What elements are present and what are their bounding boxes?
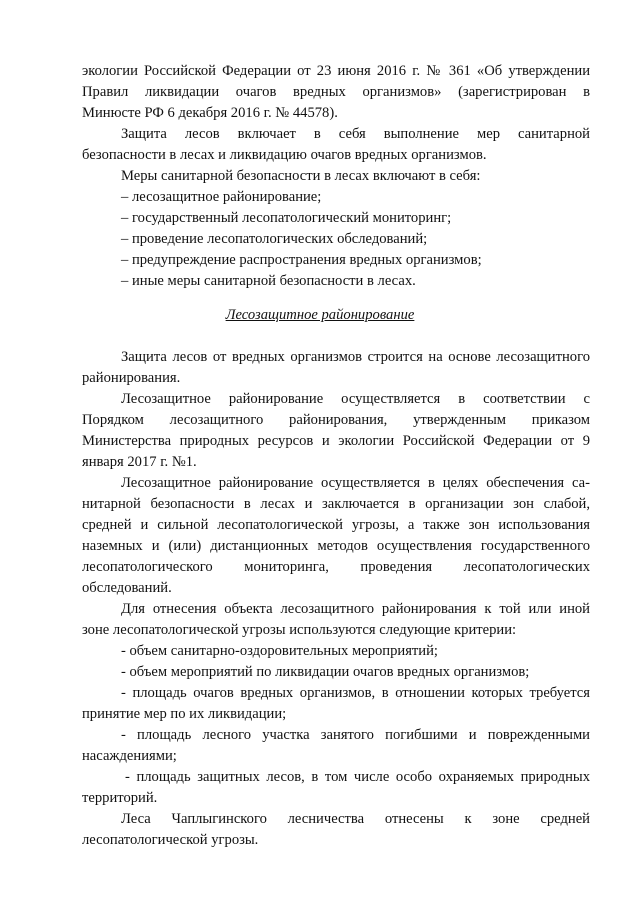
text-line: безопасности в лесах и ликвидацию очагов вредных организмов. bbox=[82, 147, 487, 163]
text-line: районирования. bbox=[82, 370, 181, 386]
paragraph-start: Для отнесения объекта лесозащитного районирования к той или иной bbox=[121, 601, 590, 617]
paragraph-start: Защита лесов включает в себя выполнение мер санитарной bbox=[121, 126, 590, 142]
paragraph-start: Защита лесов от вредных организмов строится на основе лесозащитного bbox=[121, 349, 590, 365]
text-line: Правил ликвидации очагов вредных организмов» (зарегистрирован в bbox=[82, 84, 590, 100]
text-line: зоне лесопатологической угрозы используются следующие критерии: bbox=[82, 622, 517, 638]
paragraph-start: Меры санитарной безопасности в лесах включают в себя: bbox=[121, 168, 481, 184]
list-item: – иные меры санитарной безопасности в лесах. bbox=[121, 273, 416, 289]
text-line: наземных и (или) дистанционных методов осуществления государственного bbox=[82, 538, 590, 554]
text-line: Порядком лесозащитного районирования, утвержденным приказом bbox=[82, 412, 590, 428]
list-item: – предупреждение распространения вредных организмов; bbox=[121, 252, 482, 268]
text-line: лесопатологического мониторинга, проведения лесопатологических bbox=[82, 559, 590, 575]
text-line: лесопатологической угрозы. bbox=[82, 832, 259, 848]
section-heading: Лесозащитное районирование bbox=[225, 307, 415, 323]
list-item: – лесозащитное районирование; bbox=[121, 189, 322, 205]
list-item: - площадь защитных лесов, в том числе особо охраняемых природных bbox=[125, 769, 590, 785]
paragraph-start: Леса Чаплыгинского лесничества отнесены к зоне средней bbox=[121, 811, 590, 827]
text-line: Министерства природных ресурсов и экологии Российской Федерации от 9 bbox=[82, 433, 590, 449]
list-item: - объем мероприятий по ликвидации очагов вредных организмов; bbox=[121, 664, 530, 680]
text-line: средней и сильной лесопатологической угрозы, а также зон использования bbox=[82, 517, 590, 533]
list-item: - площадь очагов вредных организмов, в отношении которых требуется bbox=[121, 685, 590, 701]
list-item: – проведение лесопатологических обследований; bbox=[121, 231, 428, 247]
text-line: января 2017 г. №1. bbox=[82, 454, 197, 470]
text-line: территорий. bbox=[82, 790, 158, 806]
text-line: Минюсте РФ 6 декабря 2016 г. № 44578). bbox=[82, 105, 338, 121]
paragraph-start: Лесозащитное районирование осуществляется в целях обеспечения са- bbox=[121, 475, 590, 491]
paragraph-start: Лесозащитное районирование осуществляется в соответствии с bbox=[121, 391, 590, 407]
list-item: – государственный лесопатологический мониторинг; bbox=[121, 210, 452, 226]
text-line: насаждениями; bbox=[82, 748, 177, 764]
text-line: экологии Российской Федерации от 23 июня 2016 г. № 361 «Об утверждении bbox=[82, 63, 590, 79]
text-line: нитарной безопасности в лесах и заключается в организации зон слабой, bbox=[82, 496, 590, 512]
list-item: - объем санитарно-оздоровительных мероприятий; bbox=[121, 643, 438, 659]
list-item: - площадь лесного участка занятого погибшими и поврежденными bbox=[121, 727, 590, 743]
text-line: принятие мер по их ликвидации; bbox=[82, 706, 287, 722]
text-line: обследований. bbox=[82, 580, 172, 596]
